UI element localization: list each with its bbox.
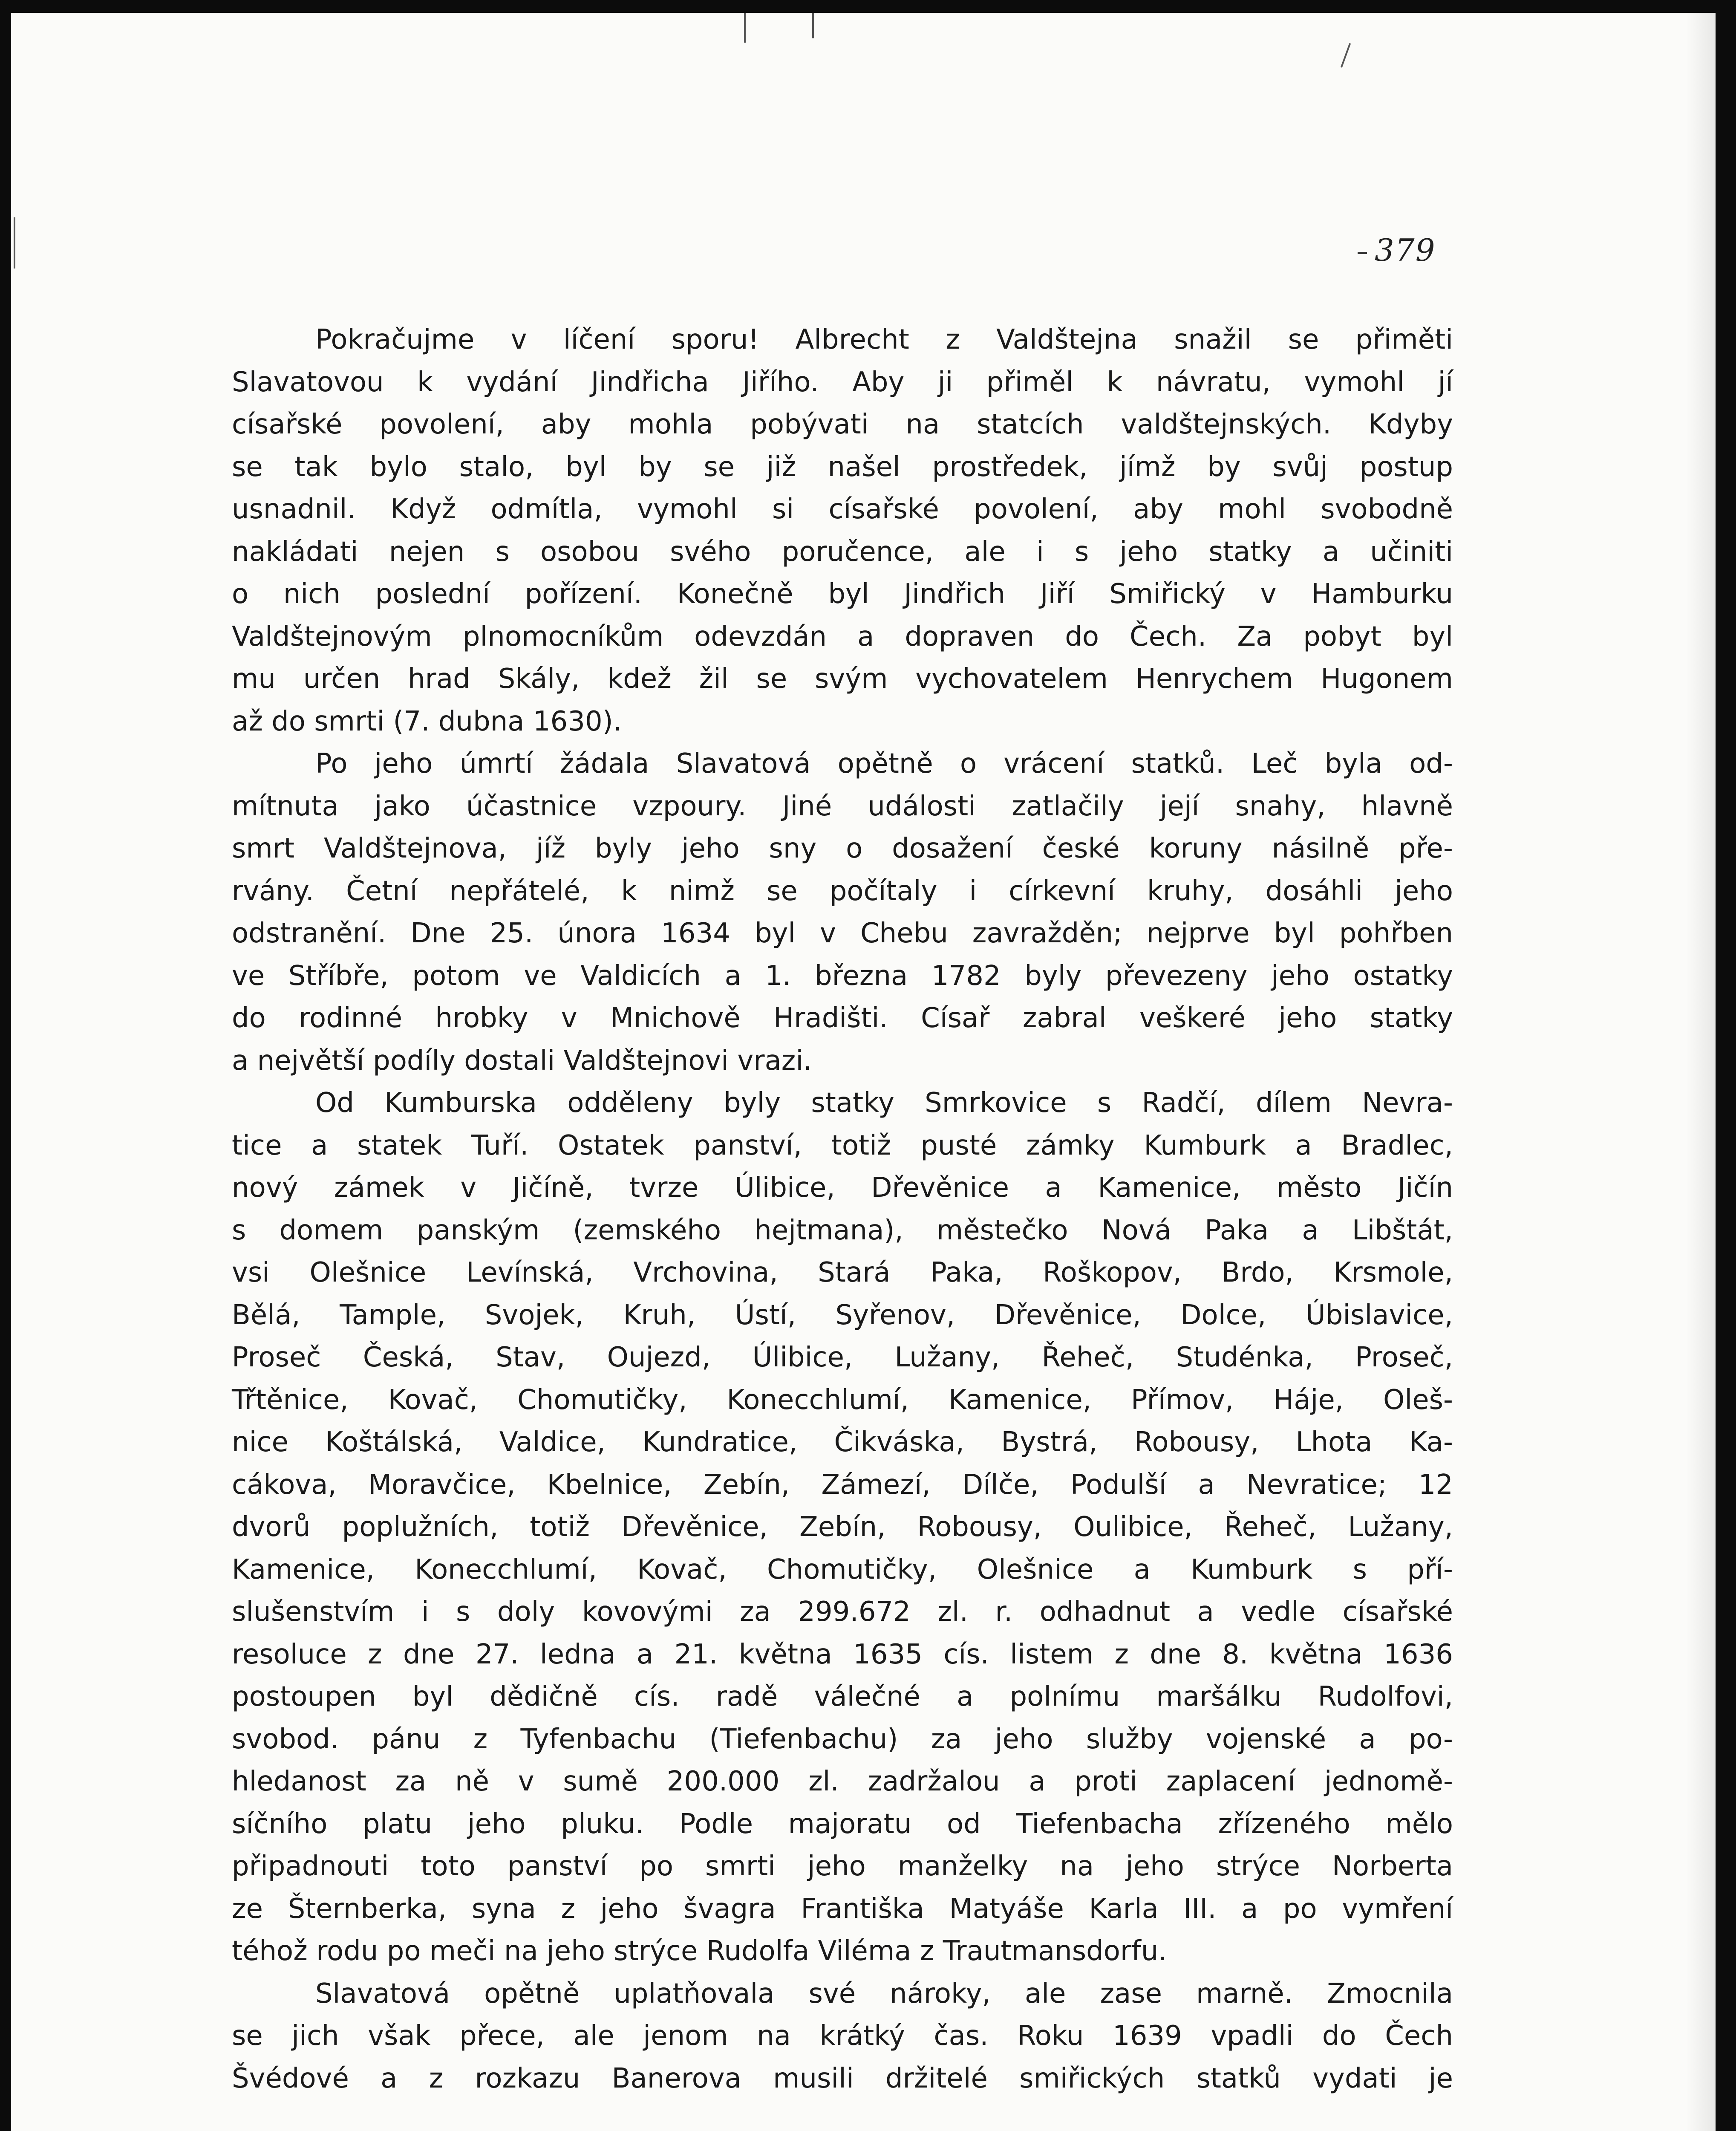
text-line: Třtěnice, Kovač, Chomutičky, Konecchlumí, Kamenice, Přímov, Háje, Oleš- (232, 1384, 1453, 1416)
text-line: se jich však přece, ale jenom na krátký čas. Roku 1639 vpadli do Čech (232, 2020, 1453, 2052)
text-line: postoupen byl dědičně cís. radě válečné a polnímu maršálku Rudolfovi, (232, 1681, 1453, 1712)
text-line: Valdštejnovým plnomocníkům odevzdán a dopraven do Čech. Za pobyt byl (232, 621, 1453, 653)
text-line: mítnuta jako účastnice vzpoury. Jiné události zatlačily její snahy, hlavně (232, 790, 1453, 822)
text-line: Po jeho úmrtí žádala Slavatová opětně o vrácení statků. Leč byla od- (315, 748, 1453, 780)
text-line: resoluce z dne 27. ledna a 21. května 1635 cís. listem z dne 8. května 1636 (232, 1638, 1453, 1670)
text-line: cákova, Moravčice, Kbelnice, Zebín, Zámezí, Dílče, Podulší a Nevratice; 12 (232, 1469, 1453, 1501)
body-text (232, 319, 1453, 2100)
text-line: o nich poslední pořízení. Konečně byl Jindřich Jiří Smiřický v Hamburku (232, 578, 1453, 610)
text-line: se tak bylo stalo, byl by se již našel prostředek, jímž by svůj postup (232, 451, 1453, 483)
text-line: ze Šternberka, syna z jeho švagra Františka Matyáše Karla III. a po vymření (232, 1893, 1453, 1925)
text-line: svobod. pánu z Tyfenbachu (Tiefenbachu) za jeho služby vojenské a po- (232, 1723, 1453, 1755)
page-number: 379 (1358, 232, 1436, 268)
text-line: Pokračujme v líčení sporu! Albrecht z Valdštejna snažil se přiměti (315, 324, 1453, 355)
text-line: a největší podíly dostali Valdštejnovi vrazi. (232, 1045, 812, 1077)
text-line: Švédové a z rozkazu Banerova musili držitelé smiřických statků vydati je (232, 2062, 1453, 2094)
text-line: Slavatovou k vydání Jindřicha Jiřího. Aby ji přiměl k návratu, vymohl jí (232, 366, 1453, 398)
text-line: vsi Olešnice Levínská, Vrchovina, Stará Paka, Roškopov, Brdo, Krsmole, (232, 1257, 1453, 1288)
text-line: nakládati nejen s osobou svého poručence, ale i s jeho statky a učiniti (232, 536, 1453, 568)
text-line: mu určen hrad Skály, kdež žil se svým vychovatelem Henrychem Hugonem (232, 663, 1453, 695)
text-line: Kamenice, Konecchlumí, Kovač, Chomutičky, Olešnice a Kumburk s pří- (232, 1553, 1453, 1585)
text-line: dvorů poplužních, totiž Dřevěnice, Zebín, Robousy, Oulibice, Řeheč, Lužany, (232, 1511, 1453, 1543)
text-line: téhož rodu po meči na jeho strýce Rudolfa Viléma z Trautmansdorfu. (232, 1935, 1167, 1967)
text-line: Proseč Česká, Stav, Oujezd, Úlibice, Lužany, Řeheč, Studénka, Proseč, (232, 1342, 1453, 1373)
text-line: Slavatová opětně uplatňovala své nároky, ale zase marně. Zmocnila (315, 1978, 1453, 2010)
text-line: Od Kumburska odděleny byly statky Smrkovice s Radčí, dílem Nevra- (315, 1087, 1453, 1119)
text-line: nice Koštálská, Valdice, Kundratice, Čikváska, Bystrá, Robousy, Lhota Ka- (232, 1426, 1453, 1458)
scan-mark-left (14, 217, 15, 269)
text-line: hledanost za ně v sumě 200.000 zl. zadržalou a proti zaplacení jednomě- (232, 1766, 1453, 1797)
text-line: slušenstvím i s doly kovovými za 299.672 zl. r. odhadnut a vedle císařské (232, 1596, 1453, 1628)
paragraph-1 (232, 319, 1453, 743)
text-line: rvány. Četní nepřátelé, k nimž se počítaly i církevní kruhy, dosáhli jeho (232, 875, 1453, 907)
scan-mark-top-2 (812, 13, 814, 38)
text-line: odstranění. Dne 25. února 1634 byl v Chebu zavražděn; nejprve byl pohřben (232, 918, 1453, 949)
text-line: císařské povolení, aby mohla pobývati na statcích valdštejnských. Kdyby (232, 409, 1453, 440)
paragraph-3 (232, 1082, 1453, 1973)
text-line: do rodinné hrobky v Mnichově Hradišti. Císař zabral veškeré jeho statky (232, 1002, 1453, 1034)
text-line: tice a statek Tuří. Ostatek panství, totiž pusté zámky Kumburk a Bradlec, (232, 1129, 1453, 1161)
paragraph-2 (232, 743, 1453, 1082)
scan-mark-corner (1341, 43, 1351, 68)
text-line: Bělá, Tample, Svojek, Kruh, Ústí, Syřenov, Dřevěnice, Dolce, Úbislavice, (232, 1299, 1453, 1331)
text-line: s domem panským (zemského hejtmana), městečko Nová Paka a Libštát, (232, 1214, 1453, 1246)
text-line: smrt Valdštejnova, jíž byly jeho sny o dosažení české koruny násilně pře- (232, 833, 1453, 864)
scan-mark-top (744, 13, 746, 43)
text-line: nový zámek v Jičíně, tvrze Úlibice, Dřevěnice a Kamenice, město Jičín (232, 1172, 1453, 1204)
scanned-page (11, 13, 1716, 2131)
text-line: ve Stříbře, potom ve Valdicích a 1. března 1782 byly převezeny jeho ostatky (232, 960, 1453, 992)
text-line: síčního platu jeho pluku. Podle majoratu od Tiefenbacha zřízeného mělo (232, 1808, 1453, 1840)
text-line: až do smrti (7. dubna 1630). (232, 705, 622, 737)
text-line: usnadnil. Když odmítla, vymohl si císařské povolení, aby mohl svobodně (232, 494, 1453, 525)
text-line: připadnouti toto panství po smrti jeho manželky na jeho strýce Norberta (232, 1851, 1453, 1882)
paragraph-4 (232, 1973, 1453, 2100)
page-edge-shadow (1686, 13, 1716, 2131)
